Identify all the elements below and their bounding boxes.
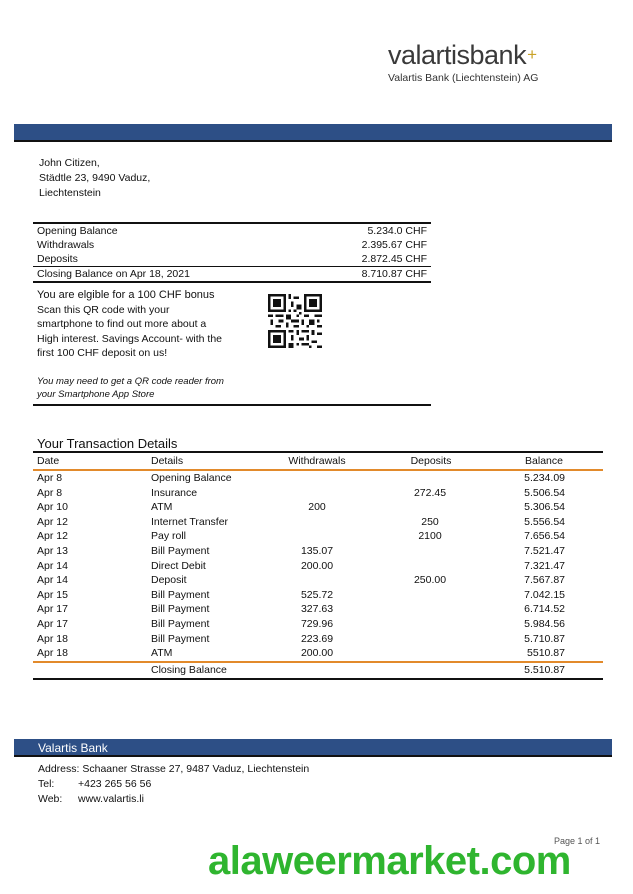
cell-deposit: 250 (421, 515, 439, 528)
cell-details: Pay roll (151, 530, 187, 543)
cell-details: Deposit (151, 574, 187, 587)
bonus-text-line: smartphone to find out more about a (37, 318, 207, 330)
header-band (14, 124, 612, 142)
qr-code-icon[interactable] (268, 294, 322, 348)
cell-withdrawal: 729.96 (300, 617, 334, 630)
cell-deposit: 272.45 (413, 486, 447, 499)
cell-details: Internet Transfer (151, 515, 229, 528)
table-row (33, 515, 603, 530)
web-label: Web: (38, 793, 63, 805)
cell-withdrawal: 223.69 (300, 632, 334, 645)
cell-details: Bill Payment (151, 603, 210, 616)
tel-label: Tel: (38, 778, 55, 790)
cell-details: Bill Payment (151, 617, 210, 630)
cell-balance: 5.506.54 (524, 486, 565, 499)
summary-divider (33, 404, 431, 406)
logo-plus-icon: + (527, 45, 537, 64)
cell-details: Opening Balance (151, 472, 232, 484)
summary-row-opening (33, 224, 431, 238)
cell-balance: 7.567.87 (524, 574, 565, 587)
customer-country: Liechtenstein (39, 187, 101, 199)
bonus-text-line: High interest. Savings Account- with the (37, 332, 223, 345)
cell-balance: 7.656.54 (524, 530, 565, 543)
cell-balance: 5.984.56 (524, 617, 565, 630)
header-deposits: Deposits (410, 455, 452, 467)
bonus-note-line: your Smartphone App Store (37, 388, 155, 400)
summary-value: 2.872.45 CHF (361, 253, 427, 265)
bonus-text-line: first 100 CHF deposit on us! (37, 347, 168, 359)
table-row (33, 617, 603, 632)
customer-name: John Citizen, (39, 157, 100, 169)
web-link[interactable]: www.valartis.li (78, 793, 144, 805)
cell-date: Apr 17 (37, 617, 68, 630)
address-value: Schaaner Strasse 27, 9487 Vaduz, Liechtenstein (82, 763, 310, 775)
bonus-note (37, 375, 277, 401)
table-row (33, 529, 603, 544)
cell-balance: 6.714.52 (524, 603, 565, 616)
footer-address (38, 762, 309, 777)
logo-wordmark (388, 40, 568, 70)
table-row (33, 588, 603, 603)
cell-details: Insurance (151, 486, 198, 499)
summary-label: Opening Balance (37, 225, 118, 237)
closing-value: 5.510.87 (524, 663, 565, 676)
table-row (33, 573, 603, 588)
summary-value: 8.710.87 CHF (361, 268, 427, 280)
cell-balance: 5.710.87 (524, 632, 565, 645)
address-label: Address: (38, 763, 80, 775)
logo-word: valartisbank (388, 40, 527, 70)
cell-details: ATM (151, 501, 173, 514)
cell-balance: 5.234.09 (524, 472, 565, 484)
cell-deposit: 2100 (418, 530, 442, 543)
summary-row-closing (33, 267, 431, 283)
bonus-offer (37, 288, 277, 401)
cell-balance: 5.306.54 (524, 501, 565, 514)
cell-date: Apr 15 (37, 588, 68, 601)
table-row (33, 646, 603, 661)
cell-withdrawal: 525.72 (300, 588, 334, 601)
table-row (33, 544, 603, 559)
tel-value[interactable]: +423 265 56 56 (78, 778, 152, 790)
page-number: Page 1 of 1 (554, 836, 601, 846)
summary-label: Withdrawals (37, 239, 95, 251)
cell-date: Apr 8 (37, 472, 63, 484)
cell-details: Direct Debit (151, 559, 206, 572)
cell-date: Apr 18 (37, 632, 68, 645)
bank-logo (388, 40, 568, 84)
summary-row-withdrawals (33, 238, 431, 252)
bonus-text-line: Scan this QR code with your (37, 303, 170, 316)
summary-value: 2.395.67 CHF (361, 239, 427, 251)
customer-street: Städtle 23, 9490 Vaduz, (39, 172, 151, 184)
header-balance: Balance (525, 455, 563, 467)
header-withdrawals: Withdrawals (288, 455, 346, 467)
table-row (33, 602, 603, 617)
cell-date: Apr 12 (37, 530, 68, 543)
cell-withdrawal: 200 (308, 501, 326, 514)
table-header (33, 453, 603, 471)
cell-balance: 5510.87 (527, 647, 565, 660)
table-row (33, 486, 603, 501)
cell-balance: 5.556.54 (524, 515, 565, 528)
cell-date: Apr 18 (37, 647, 68, 660)
cell-withdrawal: 200.00 (300, 559, 334, 572)
cell-date: Apr 14 (37, 559, 68, 572)
table-row (33, 632, 603, 647)
cell-date: Apr 17 (37, 603, 68, 616)
footer-contact (38, 762, 309, 807)
footer-web (38, 792, 309, 807)
cell-date: Apr 13 (37, 544, 68, 557)
watermark: alaweermarket.com (208, 839, 571, 883)
bonus-title: You are elgible for a 100 CHF bonus (37, 289, 215, 301)
cell-date: Apr 12 (37, 515, 68, 528)
transactions-title: Your Transaction Details (37, 436, 178, 451)
table-row (33, 471, 603, 486)
cell-withdrawal: 200.00 (300, 647, 334, 660)
cell-date: Apr 8 (37, 486, 63, 499)
customer-address (39, 156, 150, 201)
closing-balance-row (33, 661, 603, 680)
cell-date: Apr 10 (37, 501, 68, 514)
summary-row-deposits (33, 252, 431, 267)
header-details: Details (151, 455, 184, 467)
footer-bank-name: Valartis Bank (38, 741, 108, 755)
table-row (33, 559, 603, 574)
bonus-note-line: You may need to get a QR code reader from (37, 375, 224, 387)
cell-details: ATM (151, 647, 173, 660)
summary-value: 5.234.0 CHF (367, 225, 427, 237)
cell-details: Bill Payment (151, 544, 210, 557)
cell-balance: 7.321.47 (524, 559, 565, 572)
cell-details: Bill Payment (151, 632, 210, 645)
header-date: Date (37, 455, 60, 467)
transactions-table (33, 451, 603, 680)
cell-withdrawal: 135.07 (300, 544, 334, 557)
account-summary (33, 222, 431, 283)
summary-label: Deposits (37, 253, 78, 265)
cell-date: Apr 14 (37, 574, 68, 587)
bank-legal-name: Valartis Bank (Liechtenstein) AG (388, 72, 539, 84)
cell-balance: 7.521.47 (524, 544, 565, 557)
footer-tel (38, 777, 309, 792)
summary-label: Closing Balance on Apr 18, 2021 (37, 268, 190, 280)
cell-details: Bill Payment (151, 588, 210, 601)
table-row (33, 500, 603, 515)
cell-deposit: 250.00 (413, 574, 447, 587)
cell-withdrawal: 327.63 (300, 603, 334, 616)
transaction-rows (33, 471, 603, 661)
closing-label: Closing Balance (151, 663, 227, 676)
cell-balance: 7.042.15 (524, 588, 565, 601)
